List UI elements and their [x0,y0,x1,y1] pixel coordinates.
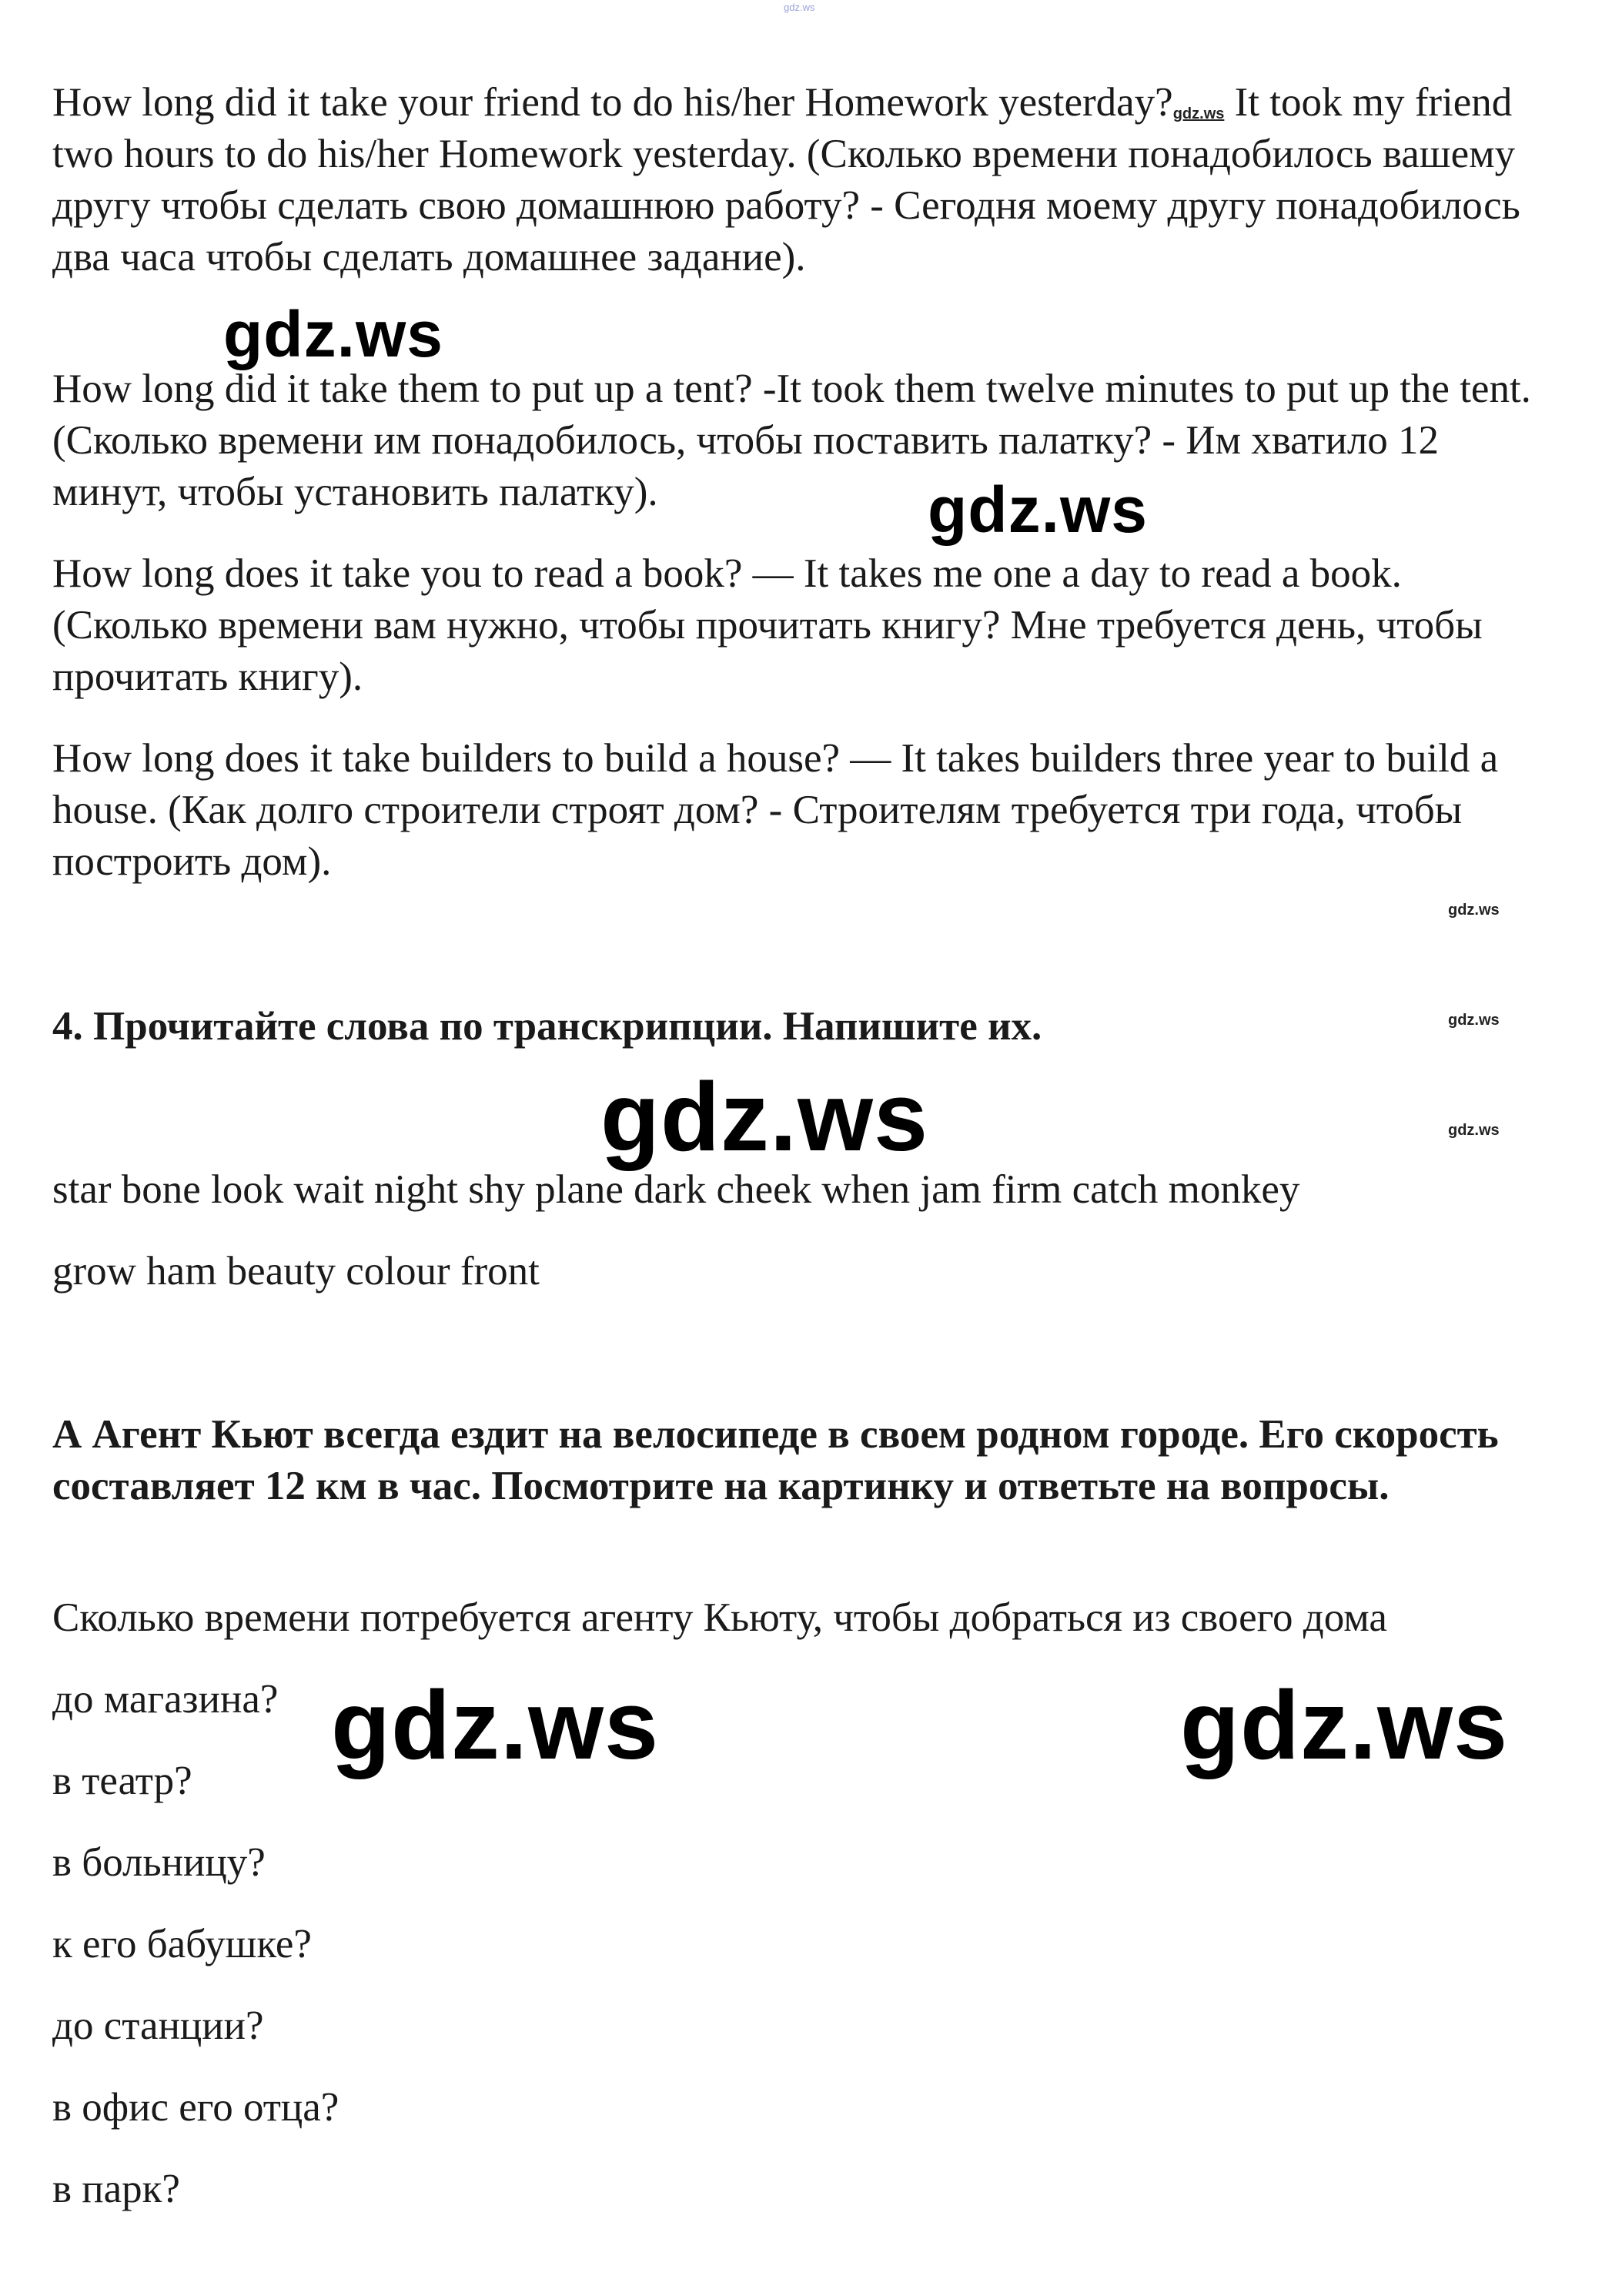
watermark-1: gdz.ws [223,298,444,370]
destination-item: в больницу? [52,1840,266,1885]
task4-words-line-1: star bone look wait night shy plane dark cheek when jam firm catch monkey [52,1167,1300,1212]
answer-1-rest: It took my friend two hours to do his/her Homework yesterday. (Сколько времени понадобилось вашему другу чтобы сделать свою домашнюю работу? - Сегодня моему другу понадобилось два часа чтобы сделать домашнее задание). [52,80,1520,279]
task4-heading: 4. Прочитайте слова по транскрипции. Напишите их. [52,1004,1042,1049]
destination-item: до магазина? [52,1677,279,1722]
taskA-question: Сколько времени потребуется агенту Кьюту, чтобы добраться из своего дома [52,1595,1387,1640]
watermark-small-2: gdz.ws [1448,1012,1500,1029]
answer-1-question: How long did it take your friend to do his/her Homework yesterday? [52,80,1173,125]
destination-item: в парк? [52,2167,180,2211]
watermark-top: gdz.ws [784,2,815,13]
watermark-inline: gdz.ws [1172,105,1225,122]
destination-item: в офис его отца? [52,2085,339,2130]
watermark-2: gdz.ws [928,474,1149,546]
watermark-5: gdz.ws [1180,1671,1509,1779]
destination-item: до станции? [52,2003,264,2048]
watermark-small-1: gdz.ws [1448,902,1500,919]
destination-list [52,1674,339,2245]
destination-item: в театр? [52,1759,192,1803]
answer-paragraph-4: How long does it take builders to build a house? — It takes builders three year to build a house. (Как долго строители строят дом? - Строителям требуется три года, чтобы построить дом). [52,736,1499,884]
watermark-3: gdz.ws [600,1063,929,1171]
destination-item: к его бабушке? [52,1922,312,1966]
watermark-small-3: gdz.ws [1448,1122,1500,1139]
task4-words-line-2: grow ham beauty colour front [52,1249,540,1294]
watermark-4: gdz.ws [331,1671,660,1779]
answer-paragraph-3: How long does it take you to read a book? — It takes me one a day to read a book. (Сколько времени вам нужно, чтобы прочитать книгу? Мне требуется день, чтобы прочитать книгу). [52,551,1483,699]
taskA-heading: А Агент Кьют всегда ездит на велосипеде в своем родном городе. Его скорость составляет 12 км в час. Посмотрите на картинку и ответьте на вопросы. [52,1412,1499,1508]
answer-paragraph-1 [52,77,1561,283]
answer-paragraph-2: How long did it take them to put up a tent? -It took them twelve minutes to put up the tent. (Сколько времени им понадобилось, чтобы поставить палатку? - Им хватило 12 минут, чтобы установить палатку). [52,366,1531,514]
